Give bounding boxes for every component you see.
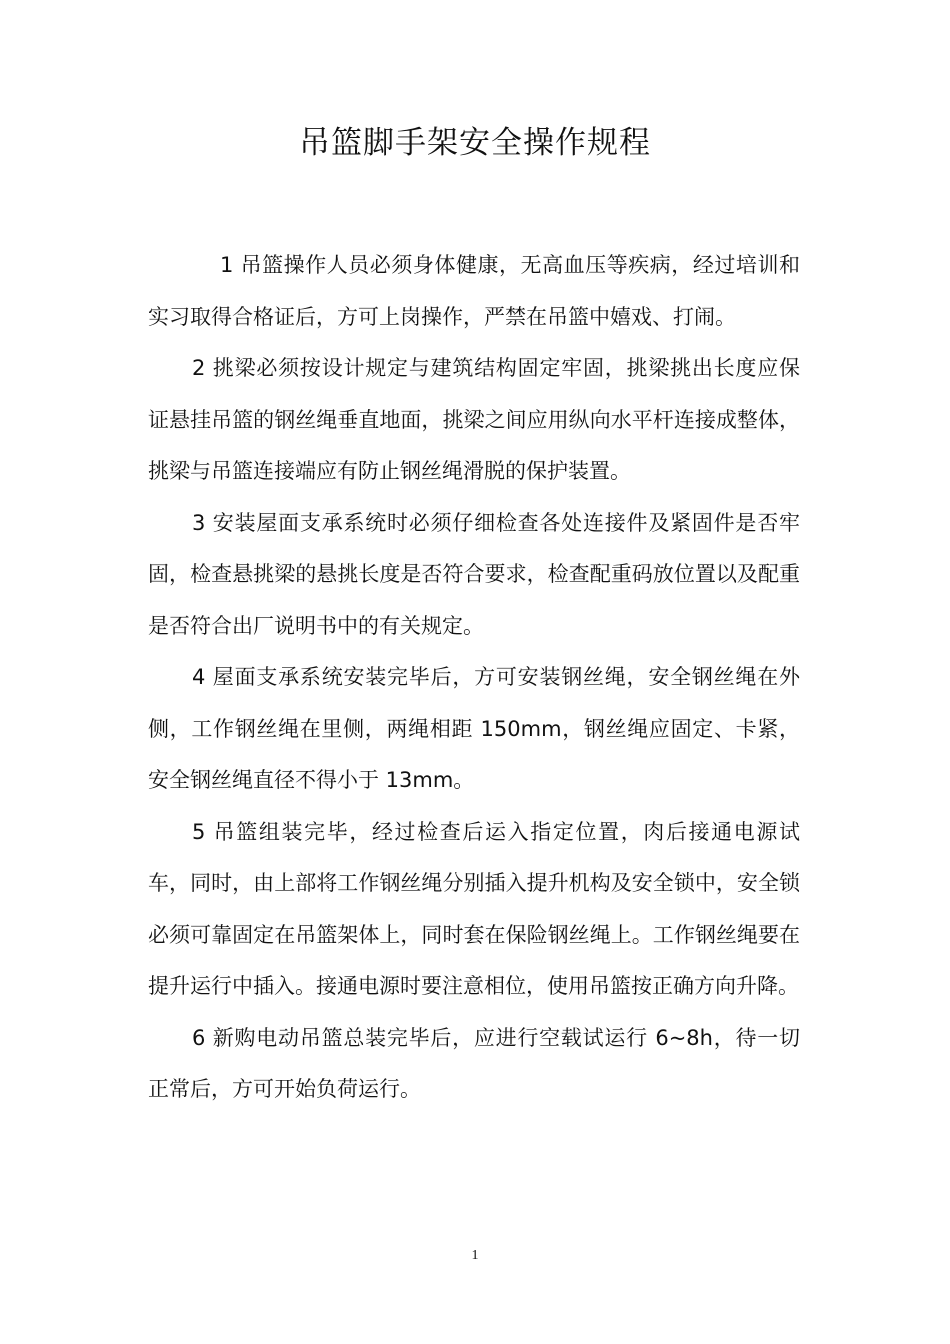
paragraph-6: 6 新购电动吊篮总装完毕后，应进行空载试运行 6~8h，待一切正常后，方可开始负荷运行。: [148, 1025, 800, 1101]
page-number: 1: [471, 1248, 479, 1263]
paragraph-5: 5 吊篮组装完毕，经过检查后运入指定位置，肉后接通电源试车，同时，由上部将工作钢丝绳分别插入提升机构及安全锁中，安全锁必须可靠固定在吊篮架体上，同时套在保险钢丝绳上。工作钢丝绳要在提升运行中插入。接通电源时要注意相位，使用吊篮按正确方向升降。: [148, 819, 800, 998]
paragraph-2: 2 挑梁必须按设计规定与建筑结构固定牢固，挑梁挑出长度应保证悬挂吊篮的钢丝绳垂直地面，挑梁之间应用纵向水平杆连接成整体，挑梁与吊篮连接端应有防止钢丝绳滑脱的保护装置。: [148, 356, 800, 483]
document-title: 吊篮脚手架安全操作规程: [299, 125, 651, 161]
paragraph-1: 1 吊篮操作人员必须身体健康，无高血压等疾病，经过培训和实习取得合格证后，方可上岗操作，严禁在吊篮中嬉戏、打闹。: [148, 253, 800, 329]
document-body: [148, 240, 800, 1116]
paragraph-3: 3 安装屋面支承系统时必须仔细检查各处连接件及紧固件是否牢固，检查悬挑梁的悬挑长度是否符合要求，检查配重码放位置以及配重是否符合出厂说明书中的有关规定。: [148, 510, 800, 638]
paragraph-4: 4 屋面支承系统安装完毕后，方可安装钢丝绳，安全钢丝绳在外侧，工作钢丝绳在里侧，两绳相距 150mm，钢丝绳应固定、卡紧，安全钢丝绳直径不得小于 13mm。: [148, 665, 800, 792]
